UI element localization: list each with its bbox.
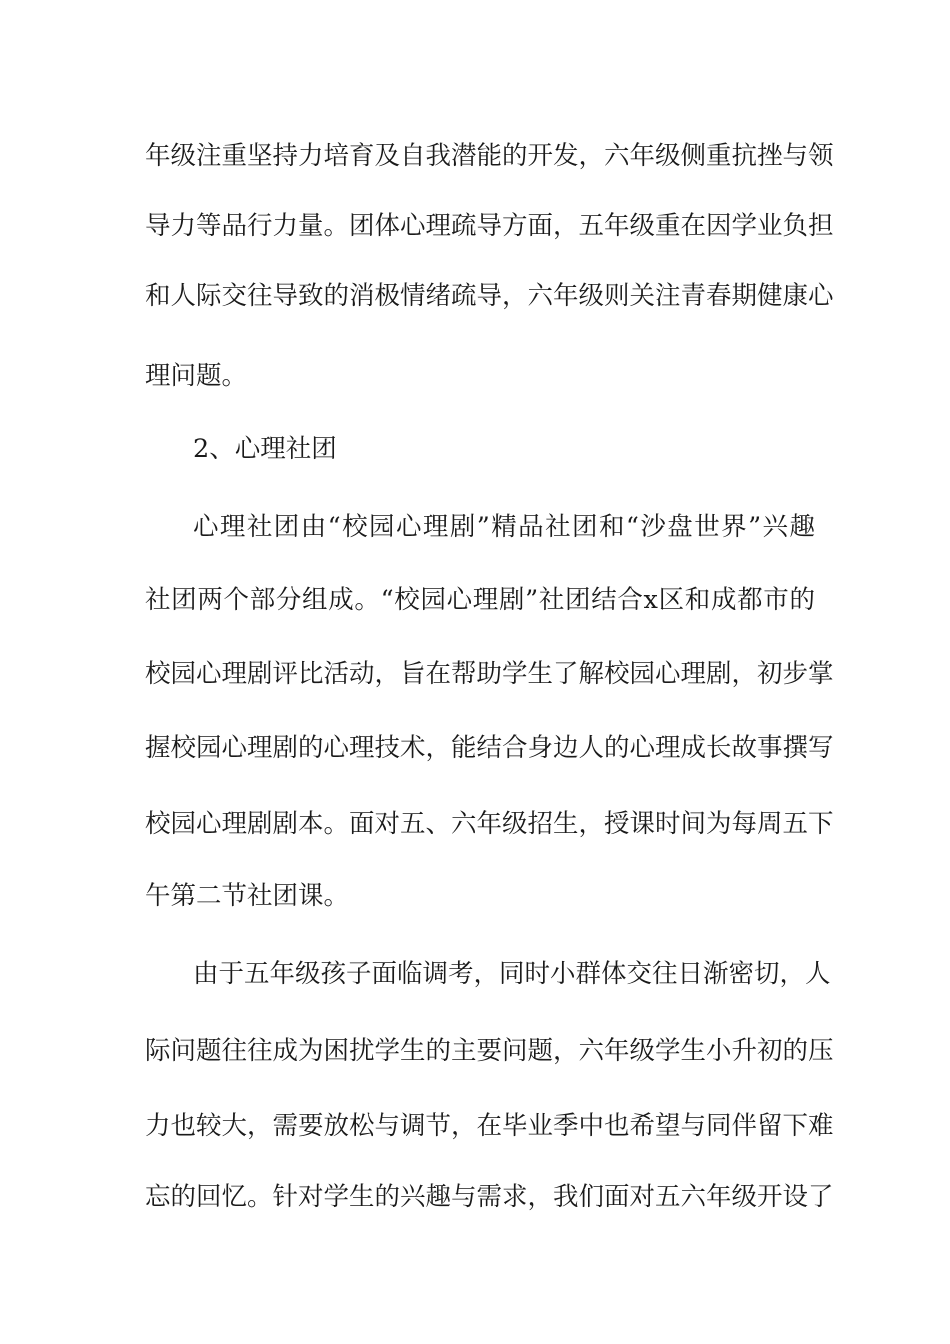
body-line: 校园心理剧评比活动，旨在帮助学生了解校园心理剧，初步掌 bbox=[145, 659, 834, 689]
body-line: 握校园心理剧的心理技术，能结合身边人的心理成长故事撰写 bbox=[145, 733, 834, 763]
body-line: 和人际交往导致的消极情绪疏导，六年级则关注青春期健康心 bbox=[145, 281, 834, 311]
body-line: 忘的回忆。针对学生的兴趣与需求，我们面对五六年级开设了 bbox=[145, 1182, 834, 1212]
section-heading: 2、心理社团 bbox=[193, 434, 337, 464]
body-line: 校园心理剧剧本。面对五、六年级招生，授课时间为每周五下 bbox=[145, 809, 834, 839]
body-line: 导力等品行力量。团体心理疏导方面，五年级重在因学业负担 bbox=[145, 211, 834, 241]
body-line: 年级注重坚持力培育及自我潜能的开发，六年级侧重抗挫与领 bbox=[145, 141, 834, 171]
body-line: 心理社团由“校园心理剧”精品社团和“沙盘世界”兴趣 bbox=[193, 512, 815, 542]
body-line: 社团两个部分组成。“校园心理剧”社团结合x区和成都市的 bbox=[145, 585, 815, 615]
body-line: 际问题往往成为困扰学生的主要问题，六年级学生小升初的压 bbox=[145, 1036, 834, 1066]
body-line: 力也较大，需要放松与调节，在毕业季中也希望与同伴留下难 bbox=[145, 1111, 834, 1141]
body-line: 理问题。 bbox=[145, 361, 248, 391]
body-line: 由于五年级孩子面临调考，同时小群体交往日渐密切，人 bbox=[193, 959, 831, 989]
body-line: 午第二节社团课。 bbox=[145, 881, 350, 911]
